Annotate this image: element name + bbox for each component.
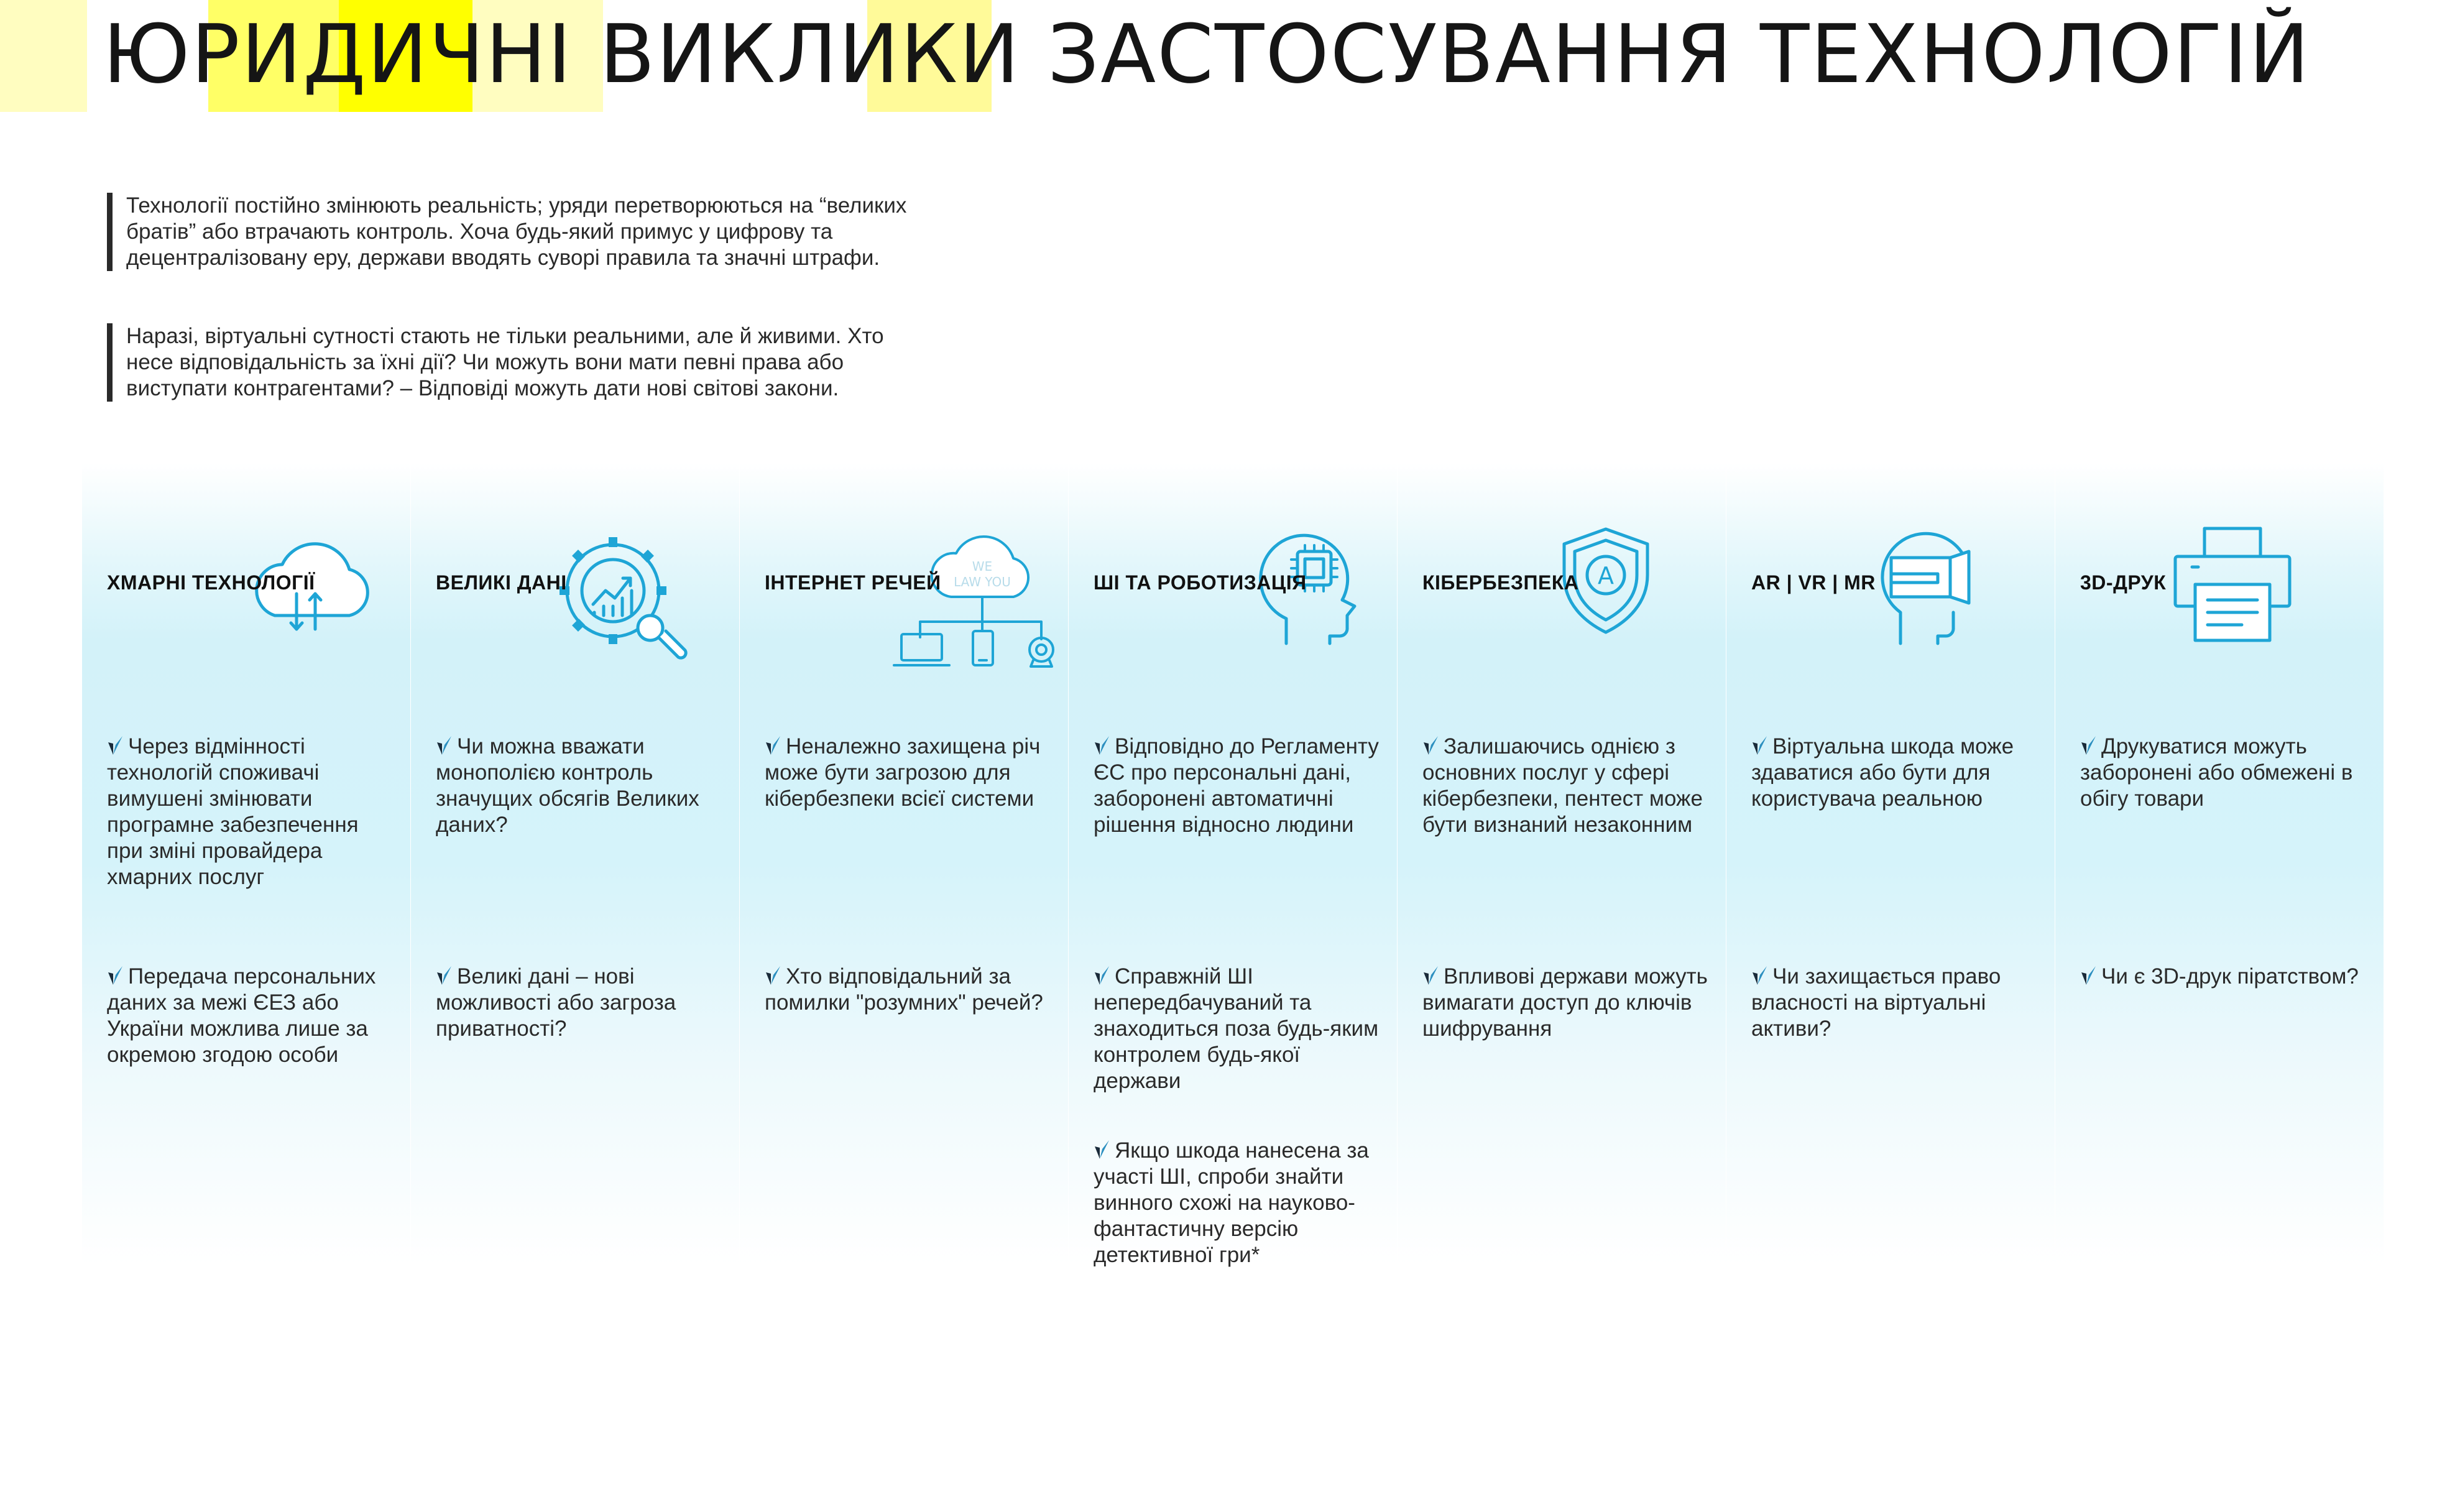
list-item: [1094, 964, 1383, 1094]
check-icon: [1422, 735, 1439, 756]
list-item: [436, 964, 725, 1042]
printer-icon: [2170, 522, 2295, 647]
list-item: [1094, 734, 1383, 838]
check-icon: [1751, 735, 1767, 756]
list-item-text: Справжній ШІ непередбачуваний та знаходиться поза будь-яким контролем будь-якої держави: [1094, 964, 1379, 1093]
iot-icon-text: WE: [972, 559, 993, 574]
list-item-text: Великі дані – нові можливості або загроза приватності?: [436, 964, 676, 1041]
column-ai: [1069, 463, 1397, 1265]
list-item-text: Передача персональних даних за межі ЄЕЗ або України можлива лише за окремою згодою особи: [107, 964, 376, 1067]
list-item: [765, 734, 1054, 812]
column-title: 3D-ДРУК: [2080, 571, 2167, 594]
list-item-text: Якщо шкода нанесена за участі ШІ, спроби знайти винного схожі на науково-фантастичну версію детективної гри*: [1094, 1138, 1369, 1267]
column-title: AR | VR | MR: [1751, 571, 1876, 594]
intro-paragraph: Наразі, віртуальні сутності стають не тільки реальними, але й живими. Хто несе відповідальність за їхні дії? Чи можуть вони мати певні права або виступати контрагентами? – Відповіді можуть дати нові світові закони.: [107, 323, 915, 402]
iot-icon-text: LAW YOU: [954, 574, 1011, 589]
column-cybersecurity: [1398, 463, 1726, 1265]
column-big-data: [411, 463, 739, 1265]
list-item: [107, 964, 396, 1068]
check-icon: [107, 965, 123, 986]
column-ar-vr-mr: [1726, 463, 2055, 1265]
list-item: [1422, 734, 1711, 838]
list-item-text: Чи захищається право власності на віртуальні активи?: [1751, 964, 2001, 1041]
shield-icon-text: A: [1598, 562, 1614, 589]
list-item-text: Віртуальна шкода може здаватися або бути для користувача реальною: [1751, 734, 2014, 811]
column-3d-print: [2055, 463, 2384, 1265]
column-title: КІБЕРБЕЗПЕКА: [1422, 571, 1579, 594]
list-item: [107, 734, 396, 890]
list-item-text: Залишаючись однією з основних послуг у сфері кібербезпеки, пентест може бути визнаний незаконним: [1422, 734, 1703, 837]
check-icon: [2080, 735, 2096, 756]
title-highlight: [0, 0, 87, 112]
list-item: [765, 964, 1054, 1016]
check-icon: [1751, 965, 1767, 986]
column-title: ХМАРНІ ТЕХНОЛОГІЇ: [107, 571, 315, 594]
column-title: ВЕЛИКІ ДАНІ: [436, 571, 567, 594]
list-item-text: Хто відповідальний за помилки "розумних" речей?: [765, 964, 1043, 1015]
list-item: [1422, 964, 1711, 1042]
list-item-text: Неналежно захищена річ може бути загрозою для кібербезпеки всієї системи: [765, 734, 1041, 811]
list-item-text: Друкуватися можуть заборонені або обмежені в обігу товари: [2080, 734, 2353, 811]
check-icon: [436, 735, 452, 756]
list-item-text: Відповідно до Регламенту ЄС про персональні дані, заборонені автоматичні рішення відносно людини: [1094, 734, 1379, 837]
list-item-text: Впливові держави можуть вимагати доступ до ключів шифрування: [1422, 964, 1708, 1041]
check-icon: [1094, 965, 1110, 986]
check-icon: [1422, 965, 1439, 986]
check-icon: [765, 965, 781, 986]
list-item: [2080, 964, 2369, 990]
list-item-text: Через відмінності технологій споживачі вимушені змінювати програмне забезпечення при зміні провайдера хмарних послуг: [107, 734, 359, 889]
list-item: [1751, 734, 2040, 812]
check-icon: [2080, 965, 2096, 986]
column-cloud: [82, 463, 410, 1265]
list-item-text: Чи можна вважати монополією контроль значущих обсягів Великих даних?: [436, 734, 699, 837]
column-title: ІНТЕРНЕТ РЕЧЕЙ: [765, 571, 941, 594]
list-item-text: Чи є 3D-друк піратством?: [2101, 964, 2359, 989]
check-icon: [436, 965, 452, 986]
check-icon: [1094, 735, 1110, 756]
iot-network-icon: [889, 528, 1057, 671]
list-item: [1094, 1138, 1383, 1268]
list-item: [1751, 964, 2040, 1042]
check-icon: [107, 735, 123, 756]
list-item: [2080, 734, 2369, 812]
check-icon: [1094, 1139, 1110, 1160]
check-icon: [765, 735, 781, 756]
vr-headset-head-icon: [1879, 525, 1978, 650]
list-item: [436, 734, 725, 838]
column-title: ШІ ТА РОБОТИЗАЦІЯ: [1094, 571, 1307, 594]
page-title: ЮРИДИЧНІ ВИКЛИКИ ЗАСТОСУВАННЯ ТЕХНОЛОГІЙ: [103, 7, 2311, 101]
intro-block-2: [107, 323, 915, 402]
intro-block-1: [107, 193, 915, 271]
column-iot: [740, 463, 1068, 1265]
intro-paragraph: Технології постійно змінюють реальність; уряди перетворюються на “великих братів” або втрачають контроль. Хоча будь-який примус у цифрову та децентралізовану еру, держави вводять суворі правила та значні штрафи.: [107, 193, 915, 271]
gear-chart-magnifier-icon: [551, 528, 700, 678]
